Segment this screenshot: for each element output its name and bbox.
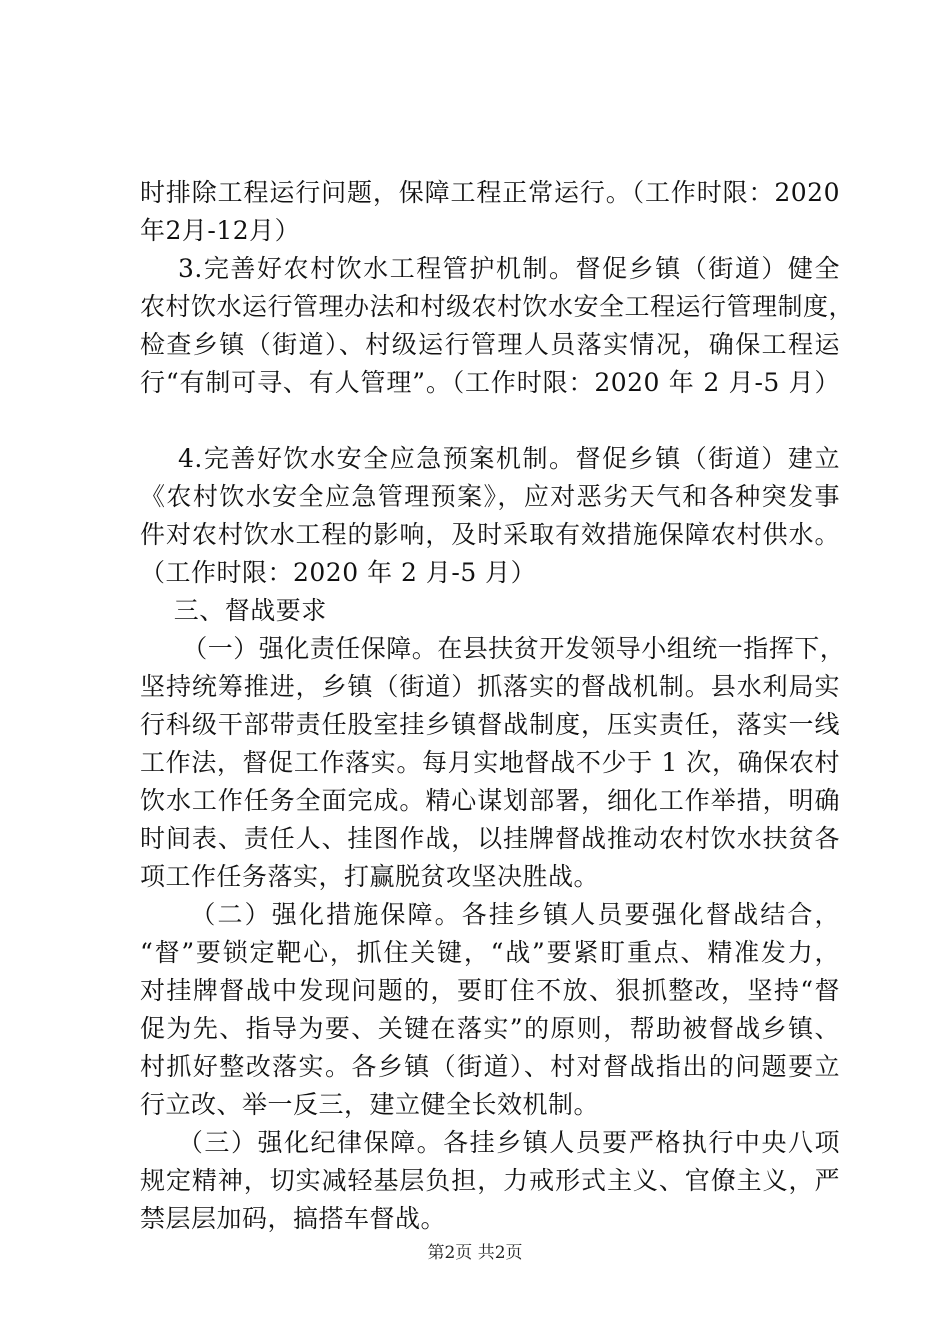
text-line: 规定精神，切实减轻基层负担，力戒形式主义、官僚主义，严 xyxy=(140,1166,840,1195)
text-line: 村抓好整改落实。各乡镇（街道）、村对督战指出的问题要立 xyxy=(140,1052,840,1081)
text-line: 行科级干部带责任股室挂乡镇督战制度，压实责任，落实一线 xyxy=(140,710,840,739)
text-line: （一）强化责任保障。在县扶贫开发领导小组统一指挥下， xyxy=(140,634,846,663)
text-line: 工作法，督促工作落实。每月实地督战不少于 1 次，确保农村 xyxy=(140,748,840,777)
text-line: 行立改、举一反三，建立健全长效机制。 xyxy=(140,1090,600,1119)
text-line: 促为先、指导为要、关键在落实”的原则，帮助被督战乡镇、 xyxy=(140,1014,840,1043)
text-line: “督”要锁定靶心，抓住关键，“战”要紧盯重点、精准发力， xyxy=(140,938,840,967)
text-line: 坚持统筹推进，乡镇（街道）抓落实的督战机制。县水利局实 xyxy=(140,672,840,701)
document-body xyxy=(140,174,855,1238)
text-line: 时排除工程运行问题，保障工程正常运行。（工作时限：2020 xyxy=(140,178,840,207)
text-line: 饮水工作任务全面完成。精心谋划部署，细化工作举措，明确 xyxy=(140,786,840,815)
text-line: 年2月-12月） xyxy=(140,216,301,245)
text-line: 对挂牌督战中发现问题的，要盯住不放、狠抓整改，坚持“督 xyxy=(140,976,840,1005)
text-line: （工作时限：2020 年 2 月-5 月） xyxy=(140,558,537,587)
text-line: 4.完善好饮水安全应急预案机制。督促乡镇（街道）建立 xyxy=(140,444,840,473)
text-line: （三）强化纪律保障。各挂乡镇人员要严格执行中央八项 xyxy=(140,1128,840,1157)
text-line: 检查乡镇（街道）、村级运行管理人员落实情况，确保工程运 xyxy=(140,330,840,359)
text-line: 禁层层加码，搞搭车督战。 xyxy=(140,1204,447,1233)
text-line: （二）强化措施保障。各挂乡镇人员要强化督战结合， xyxy=(140,900,840,929)
text-line: 3.完善好农村饮水工程管护机制。督促乡镇（街道）健全 xyxy=(140,254,840,283)
text-line: 农村饮水运行管理办法和村级农村饮水安全工程运行管理制度， xyxy=(140,292,855,321)
page-footer: 第2页 共2页 xyxy=(427,1243,523,1263)
blank-line xyxy=(140,402,840,440)
section-heading: 三、督战要求 xyxy=(140,596,327,625)
text-line: 件对农村饮水工程的影响，及时采取有效措施保障农村供水。 xyxy=(140,520,840,549)
text-line: 《农村饮水安全应急管理预案》，应对恶劣天气和各种突发事 xyxy=(140,482,840,511)
text-line: 项工作任务落实，打赢脱贫攻坚决胜战。 xyxy=(140,862,600,891)
text-line: 行“有制可寻、有人管理”。（工作时限：2020 年 2 月-5 月） xyxy=(140,368,840,397)
text-line: 时间表、责任人、挂图作战，以挂牌督战推动农村饮水扶贫各 xyxy=(140,824,840,853)
